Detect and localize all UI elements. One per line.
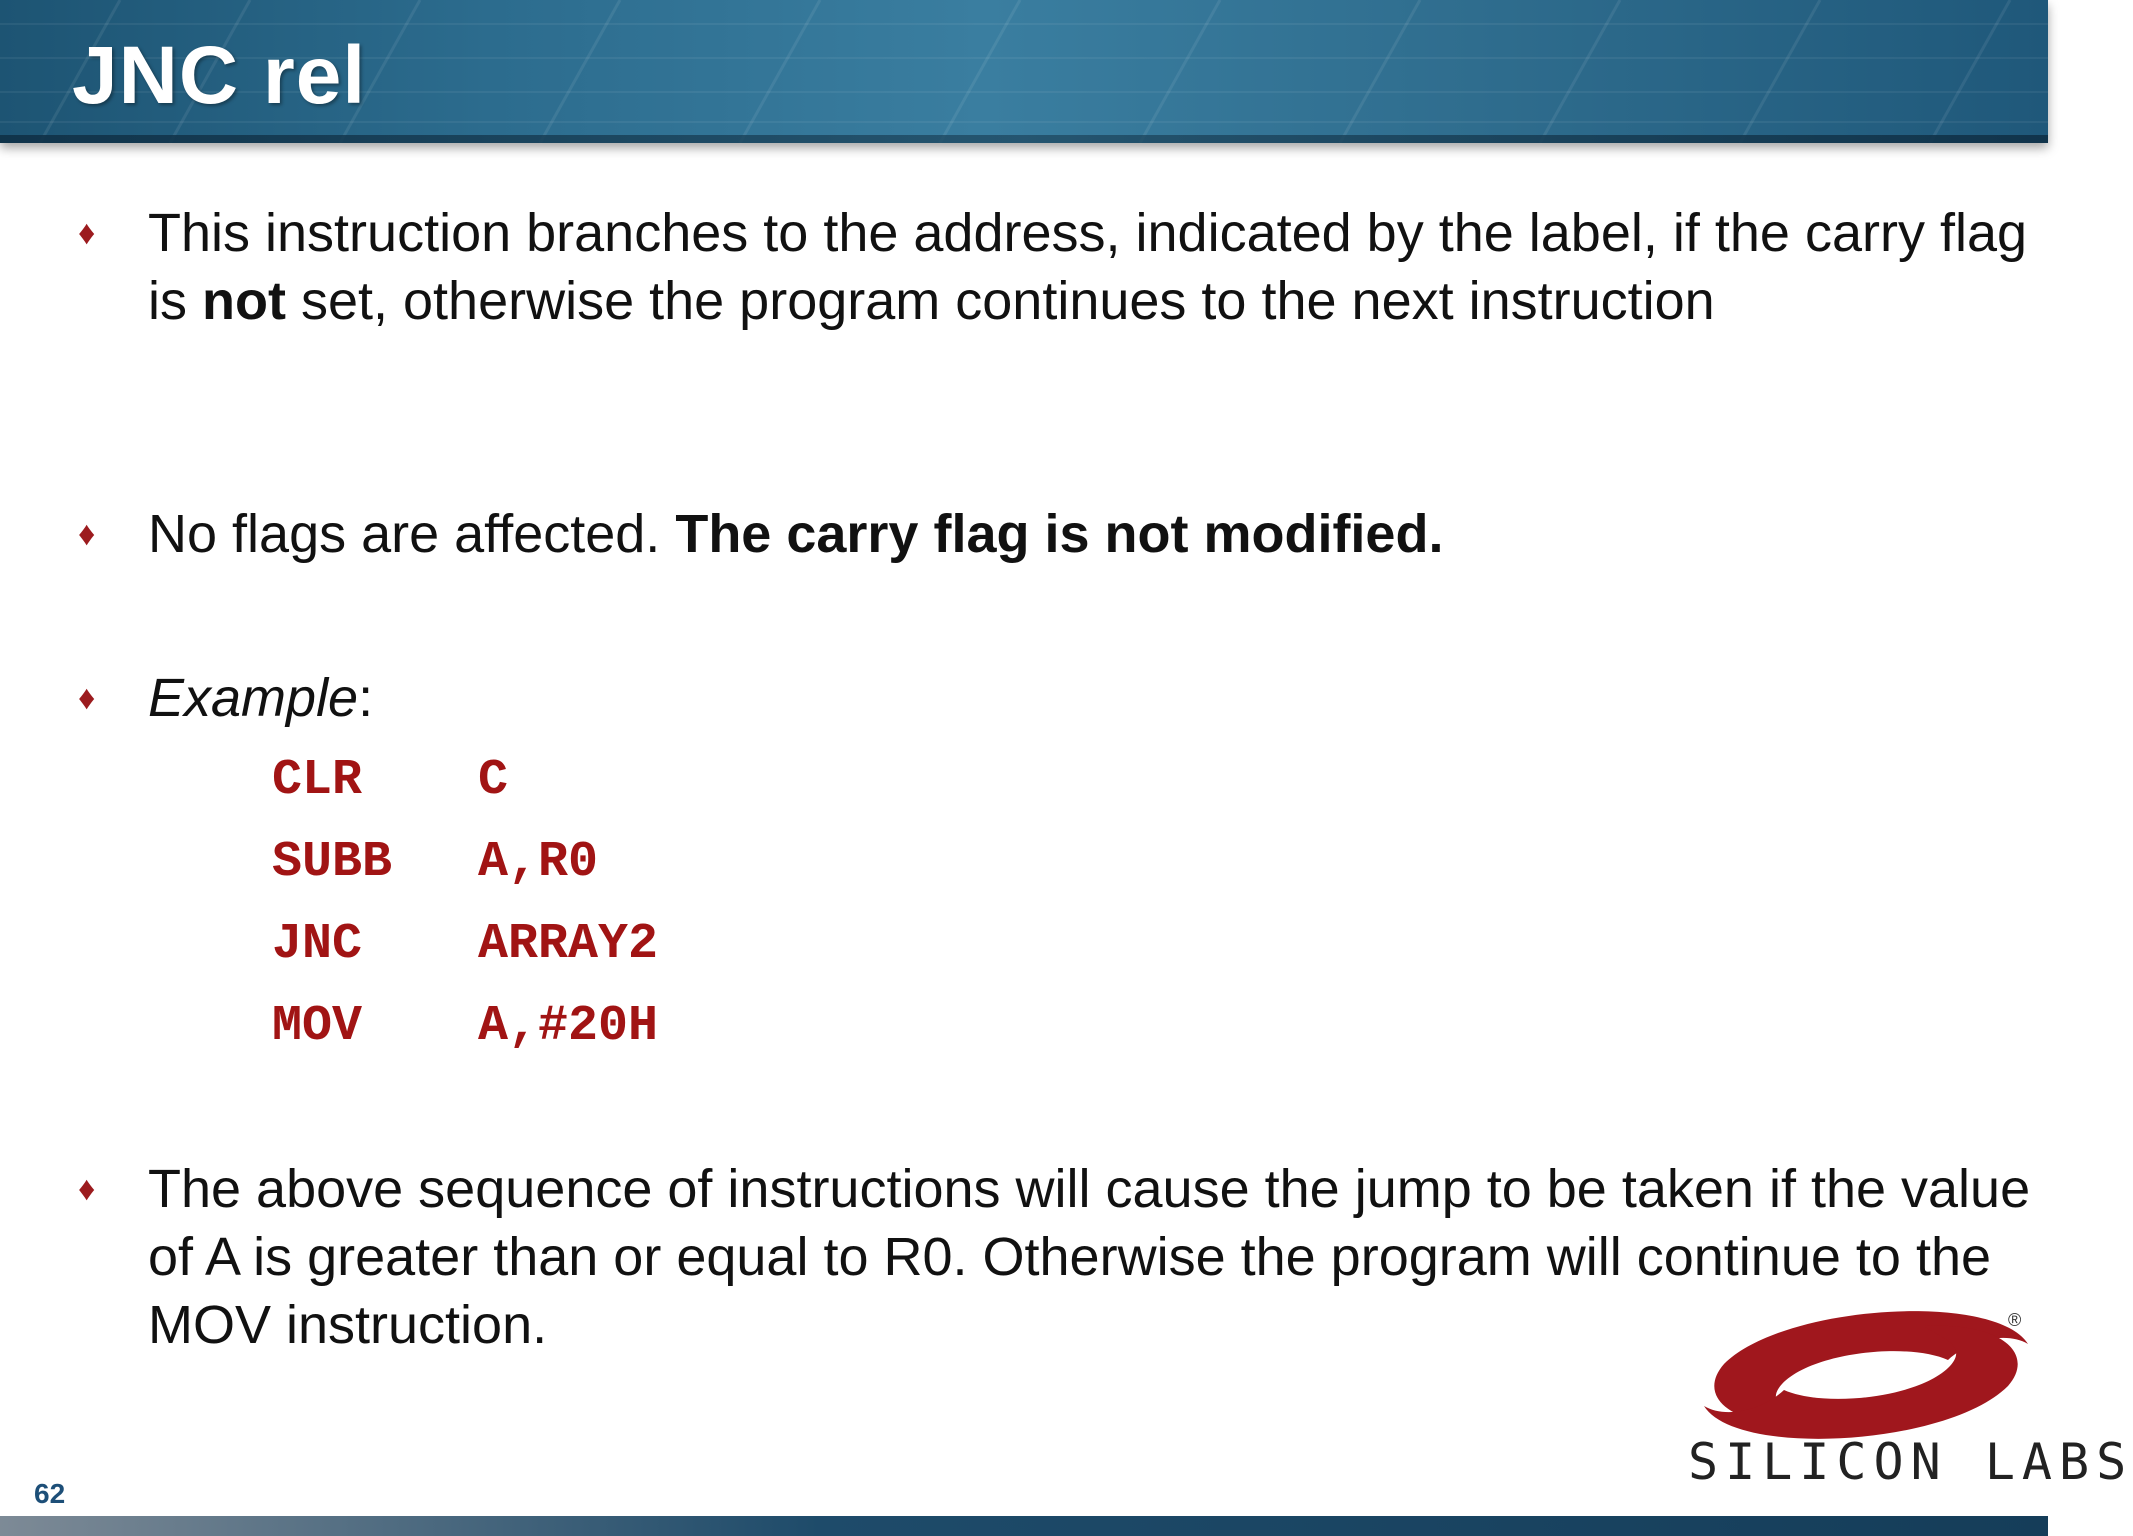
example-label: Example [148, 668, 359, 728]
code-line [272, 740, 872, 822]
code-line [272, 904, 872, 986]
diamond-bullet-icon: ♦ [78, 679, 96, 717]
text-segment: : [358, 668, 374, 728]
bullet-text [148, 199, 2058, 335]
text-segment: set, otherwise the program continues to the next instruction [285, 271, 1715, 331]
code-example [272, 740, 872, 1068]
code-line [272, 986, 872, 1068]
code-operand: ARRAY2 [478, 916, 659, 973]
registered-trademark: ® [2008, 1310, 2022, 1330]
code-line [272, 822, 872, 904]
silicon-labs-logo-icon [1696, 1310, 2036, 1440]
text-segment: This instruction branches to the address, indicated by the label, if the carry flag is [148, 203, 2028, 331]
code-operand: C [478, 752, 509, 809]
slide-title: JNC rel [72, 30, 367, 121]
code-opcode: SUBB [272, 834, 393, 891]
code-operand: A,#20H [478, 998, 659, 1055]
diamond-bullet-icon: ♦ [78, 214, 96, 252]
text-segment: The above sequence of instructions will cause the jump to be taken if the value of A is greater than or equal to R0. Otherwise the program will continue to the MOV instruction. [148, 1159, 2031, 1355]
code-opcode: CLR [272, 752, 363, 809]
code-opcode: MOV [272, 998, 363, 1055]
logo-text: SILICON LABS [1688, 1433, 2133, 1491]
emphasis-carry-flag: The carry flag is not modified. [675, 504, 1444, 564]
slide-header [0, 0, 2048, 143]
bullet-text [148, 500, 2058, 568]
page-number: 62 [34, 1478, 66, 1509]
bullet-text [148, 664, 2058, 732]
code-operand: A,R0 [478, 834, 599, 891]
code-opcode: JNC [272, 916, 363, 973]
text-segment: No flags are affected. [148, 504, 676, 564]
diamond-bullet-icon: ♦ [78, 1170, 96, 1208]
footer-bar [0, 1516, 2048, 1536]
emphasis-not: not [202, 271, 286, 331]
header-bottom-band [0, 135, 2048, 143]
diamond-bullet-icon: ♦ [78, 515, 96, 553]
